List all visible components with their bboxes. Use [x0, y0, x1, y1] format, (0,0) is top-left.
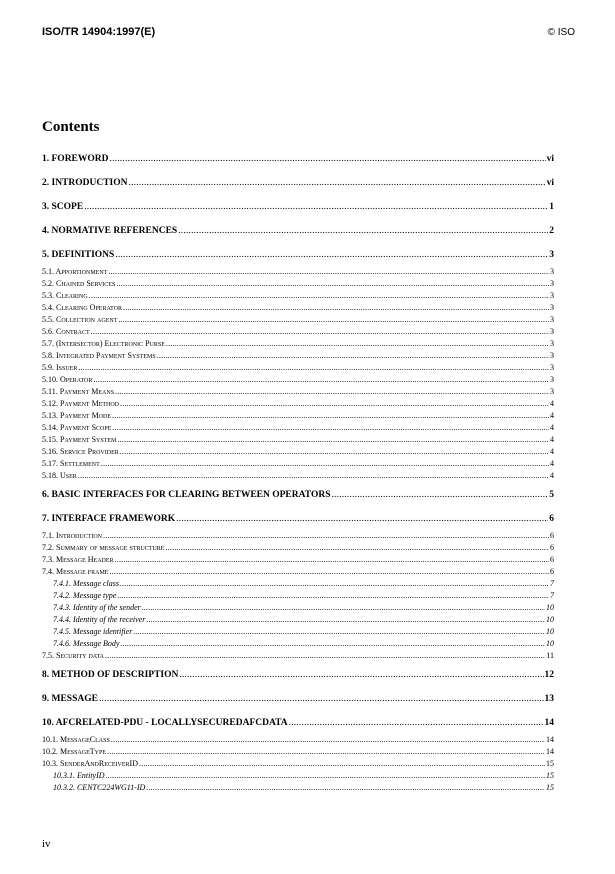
toc-entry-page: 14: [546, 747, 554, 756]
toc-entry-page: 6: [550, 567, 554, 576]
toc-entry-label: 7.4.5. Message identifier: [53, 627, 133, 636]
dot-leader: [106, 770, 545, 782]
toc-entry[interactable]: [42, 542, 554, 554]
toc-entry[interactable]: [42, 410, 554, 422]
toc-entry-label: 5.5. Collection agent: [42, 315, 118, 324]
toc-entry-page: 7: [550, 579, 554, 588]
copyright-notice: © ISO: [547, 27, 575, 38]
dot-leader: [331, 489, 548, 502]
toc-entry[interactable]: [42, 290, 554, 302]
page-number: iv: [42, 838, 51, 850]
toc-entry-label: 7.4.3. Identity of the sender: [53, 603, 141, 612]
dot-leader: [178, 225, 548, 238]
toc-entry[interactable]: [42, 374, 554, 386]
dot-leader: [165, 542, 549, 554]
toc-entry[interactable]: [42, 249, 554, 262]
toc-entry-label: 5.2. Chained Services: [42, 279, 116, 288]
toc-entry-label: 5.11. Payment Means: [42, 387, 115, 396]
dot-leader: [120, 446, 549, 458]
toc-entry-page: 3: [550, 339, 554, 348]
dot-leader: [78, 362, 549, 374]
toc-entry[interactable]: [42, 338, 554, 350]
toc-entry-label: 5.13. Payment Mode: [42, 411, 112, 420]
toc-entry-label: 5.9. Issuer: [42, 363, 78, 372]
toc-entry-page: 10: [546, 639, 554, 648]
dot-leader: [112, 410, 549, 422]
toc-entry-label: 5.18. User: [42, 471, 77, 480]
dot-leader: [112, 422, 549, 434]
dot-leader: [120, 578, 549, 590]
dot-leader: [120, 638, 545, 650]
toc-entry-label: 5. DEFINITIONS: [42, 250, 115, 260]
toc-entry-page: 3: [550, 363, 554, 372]
dot-leader: [115, 386, 549, 398]
toc-entry[interactable]: [42, 326, 554, 338]
toc-entry-page: 5: [549, 490, 554, 500]
dot-leader: [101, 458, 549, 470]
toc-entry-page: 3: [550, 351, 554, 360]
toc-entry[interactable]: [42, 470, 554, 482]
toc-entry-label: 7.4.6. Message Body: [53, 639, 120, 648]
toc-entry[interactable]: [42, 734, 554, 746]
toc-entry-page: 6: [550, 543, 554, 552]
toc-entry[interactable]: [42, 578, 554, 590]
toc-entry[interactable]: [42, 266, 554, 278]
toc-entry[interactable]: [42, 302, 554, 314]
dot-leader: [84, 201, 548, 214]
dot-leader: [176, 513, 548, 526]
dot-leader: [179, 669, 543, 682]
toc-entry-page: 4: [550, 411, 554, 420]
toc-entry[interactable]: [42, 669, 554, 682]
toc-entry[interactable]: [42, 201, 554, 214]
toc-entry-page: 7: [550, 591, 554, 600]
dot-leader: [146, 782, 545, 794]
toc-entry[interactable]: [42, 590, 554, 602]
toc-entry-page: 10: [546, 615, 554, 624]
toc-entry-label: 10.1. MessageClass: [42, 735, 110, 744]
toc-entry-label: 5.7. (Intersector) Electronic Purse: [42, 339, 165, 348]
toc-entry-page: 4: [550, 423, 554, 432]
toc-entry[interactable]: [42, 566, 554, 578]
toc-entry-label: 5.10. Operator: [42, 375, 93, 384]
dot-leader: [93, 374, 549, 386]
toc-entry-label: 10.3.1. EntityID: [53, 771, 105, 780]
toc-entry-page: 10: [546, 627, 554, 636]
toc-entry[interactable]: [42, 350, 554, 362]
toc-entry[interactable]: [42, 638, 554, 650]
toc-entry-label: 10. AFCRELATED-PDU - LOCALLYSECUREDAFCDATA: [42, 718, 288, 728]
dot-leader: [111, 734, 545, 746]
toc-entry[interactable]: [42, 278, 554, 290]
toc-entry-page: vi: [546, 154, 554, 164]
dot-leader: [103, 530, 549, 542]
toc-entry[interactable]: [42, 530, 554, 542]
toc-entry-label: 7.4.4. Identity of the receiver: [53, 615, 146, 624]
toc-entry-label: 3. SCOPE: [42, 202, 84, 212]
toc-entry-page: 4: [550, 459, 554, 468]
dot-leader: [99, 693, 544, 706]
toc-entry-label: 5.15. Payment System: [42, 435, 117, 444]
toc-entry-page: 4: [550, 447, 554, 456]
toc-entry-label: 5.17. Settlement: [42, 459, 100, 468]
toc-entry-page: 1: [549, 202, 554, 212]
toc-entry-page: 6: [550, 555, 554, 564]
table-of-contents: [42, 153, 554, 794]
toc-entry[interactable]: [42, 746, 554, 758]
toc-entry-page: 12: [544, 670, 554, 680]
dot-leader: [115, 249, 548, 262]
toc-entry-page: 3: [550, 387, 554, 396]
toc-entry[interactable]: [42, 489, 554, 502]
dot-leader: [142, 602, 545, 614]
dot-leader: [123, 302, 549, 314]
toc-entry[interactable]: [42, 422, 554, 434]
toc-entry-page: 4: [550, 435, 554, 444]
toc-entry[interactable]: [42, 782, 554, 794]
toc-entry-label: 1. FOREWORD: [42, 154, 109, 164]
dot-leader: [107, 746, 545, 758]
toc-entry[interactable]: [42, 554, 554, 566]
toc-entry-page: 4: [550, 471, 554, 480]
toc-entry-page: 15: [546, 783, 554, 792]
dot-leader: [110, 153, 546, 166]
dot-leader: [133, 626, 545, 638]
toc-entry-label: 5.6. Contract: [42, 327, 90, 336]
toc-entry[interactable]: [42, 626, 554, 638]
toc-entry[interactable]: [42, 314, 554, 326]
toc-entry[interactable]: [42, 693, 554, 706]
toc-entry-page: 3: [550, 327, 554, 336]
toc-entry-page: 2: [549, 226, 554, 236]
toc-entry[interactable]: [42, 458, 554, 470]
toc-entry-page: 15: [546, 759, 554, 768]
toc-entry-label: 5.8. Integrated Payment Systems: [42, 351, 156, 360]
toc-entry-label: 5.1. Apportionment: [42, 267, 108, 276]
toc-entry-label: 7.4.2. Message type: [53, 591, 117, 600]
toc-entry[interactable]: [42, 398, 554, 410]
dot-leader: [91, 326, 549, 338]
toc-entry-label: 7.5. Security data: [42, 651, 104, 660]
dot-leader: [157, 350, 549, 362]
toc-entry[interactable]: [42, 386, 554, 398]
dot-leader: [289, 717, 544, 730]
toc-entry-label: 2. INTRODUCTION: [42, 178, 128, 188]
toc-entry[interactable]: [42, 362, 554, 374]
toc-entry-page: 6: [550, 531, 554, 540]
toc-entry-label: 5.16. Service Provider: [42, 447, 119, 456]
toc-entry-label: 9. MESSAGE: [42, 694, 98, 704]
toc-entry-label: 7.4. Message frame: [42, 567, 109, 576]
dot-leader: [117, 434, 549, 446]
dot-leader: [120, 398, 549, 410]
toc-entry-page: 13: [544, 694, 554, 704]
toc-entry-page: 10: [546, 603, 554, 612]
dot-leader: [108, 266, 549, 278]
toc-entry[interactable]: [42, 177, 554, 190]
toc-entry-label: 8. METHOD OF DESCRIPTION: [42, 670, 179, 680]
toc-entry-page: 3: [550, 279, 554, 288]
toc-entry[interactable]: [42, 153, 554, 166]
toc-entry-label: 7.1. Introduction: [42, 531, 102, 540]
toc-entry-label: 7.2. Summary of message structure: [42, 543, 165, 552]
toc-entry[interactable]: [42, 602, 554, 614]
toc-entry-page: 3: [550, 267, 554, 276]
toc-entry-page: 3: [550, 303, 554, 312]
toc-entry-page: 3: [550, 315, 554, 324]
toc-entry[interactable]: [42, 225, 554, 238]
dot-leader: [116, 278, 549, 290]
toc-entry-label: 4. NORMATIVE REFERENCES: [42, 226, 178, 236]
toc-entry-label: 10.3. SenderAndReceiverID: [42, 759, 138, 768]
document-id: ISO/TR 14904:1997(E): [42, 26, 156, 38]
dot-leader: [129, 177, 546, 190]
toc-entry-page: 14: [544, 718, 554, 728]
toc-entry[interactable]: [42, 758, 554, 770]
toc-entry[interactable]: [42, 434, 554, 446]
toc-entry-label: 7.4.1. Message class: [53, 579, 119, 588]
toc-entry-label: 10.2. MessageType: [42, 747, 107, 756]
dot-leader: [166, 338, 549, 350]
toc-entry-page: 3: [550, 375, 554, 384]
dot-leader: [118, 314, 549, 326]
dot-leader: [105, 650, 545, 662]
dot-leader: [78, 470, 549, 482]
dot-leader: [115, 554, 549, 566]
toc-entry-label: 10.3.2. CENTC224WG11-ID: [53, 783, 146, 792]
dot-leader: [146, 614, 545, 626]
toc-entry[interactable]: [42, 717, 554, 730]
dot-leader: [139, 758, 545, 770]
dot-leader: [89, 290, 549, 302]
toc-entry[interactable]: [42, 513, 554, 526]
toc-entry-page: 3: [550, 291, 554, 300]
toc-entry[interactable]: [42, 650, 554, 662]
toc-entry-label: 5.14. Payment Scope: [42, 423, 112, 432]
toc-entry-page: vi: [546, 178, 554, 188]
page-title: Contents: [42, 119, 100, 135]
toc-entry-page: 3: [549, 250, 554, 260]
toc-entry[interactable]: [42, 446, 554, 458]
toc-entry-page: 15: [546, 771, 554, 780]
toc-entry-label: 5.3. Clearing: [42, 291, 88, 300]
dot-leader: [109, 566, 549, 578]
toc-entry-page: 6: [549, 514, 554, 524]
dot-leader: [117, 590, 549, 602]
toc-entry-page: 4: [550, 399, 554, 408]
toc-entry-label: 6. BASIC INTERFACES FOR CLEARING BETWEEN OPERATORS: [42, 490, 331, 500]
toc-entry-label: 5.12. Payment Method: [42, 399, 120, 408]
toc-entry-label: 5.4. Clearing Operator: [42, 303, 123, 312]
toc-entry-label: 7. INTERFACE FRAMEWORK: [42, 514, 176, 524]
toc-entry[interactable]: [42, 770, 554, 782]
toc-entry-page: 14: [546, 735, 554, 744]
toc-entry-label: 7.3. Message Header: [42, 555, 114, 564]
toc-entry[interactable]: [42, 614, 554, 626]
toc-entry-page: 11: [546, 651, 554, 660]
